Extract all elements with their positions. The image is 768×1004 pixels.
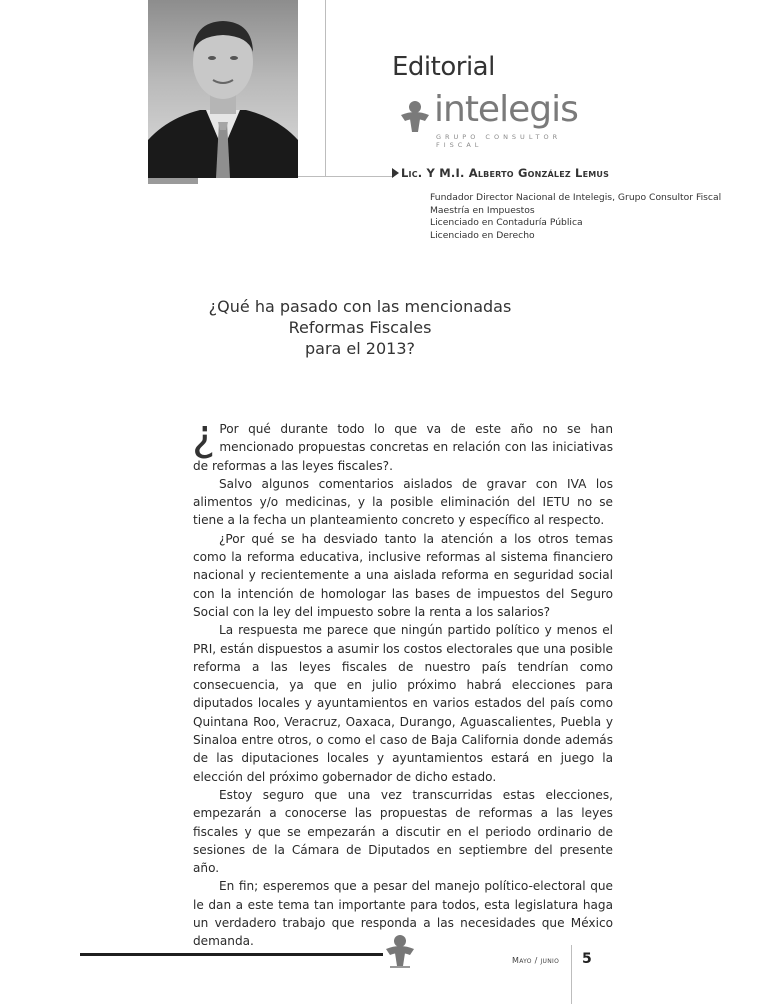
credential-item: Licenciado en Contaduría Pública — [430, 217, 583, 228]
intelegis-logo-icon — [398, 99, 432, 133]
arrow-right-icon — [392, 168, 399, 178]
paragraph: ¿Por qué se ha desviado tanto la atención a los otros temas como la reforma educativa, inclusive reformas al sistema financiero nacional y recientemente a una aislada reforma en seguridad social con la intención de homologar las bases de impuestos del Seguro Social con la ley del impuesto sobre la renta a los salarios? — [193, 531, 613, 619]
paragraph: Estoy seguro que una vez transcurridas estas elecciones, empezarán a conocerse las propuestas de reformas a las leyes fiscales y que se empezarán a discutir en el periodo ordinario de sesiones de la Cámara de Diputados en septiembre del presente año. — [193, 787, 613, 876]
paragraph — [192, 410, 613, 475]
footer-logo-icon — [384, 934, 416, 970]
author-name-line — [392, 166, 609, 180]
title-line: para el 2013? — [304, 339, 415, 358]
issue-date: Mayo / junio — [512, 956, 560, 965]
page-number: 5 — [582, 951, 592, 967]
footer-vertical-rule — [571, 945, 572, 1004]
paragraph-text: Por qué durante todo lo que va de este año no se han mencionado propuestas concretas en relación con las iniciativas de reformas a las leyes fiscales?. — [193, 422, 613, 473]
intelegis-logo — [398, 89, 610, 149]
credential-item: Licenciado en Derecho — [430, 229, 535, 241]
dropcap: ¿ — [192, 410, 216, 461]
author-photo — [148, 0, 298, 178]
author-name: Lic. Y M.I. Alberto González Lemus — [401, 166, 610, 180]
credential-item: Maestría en Impuestos — [430, 204, 535, 216]
paragraph: La respuesta me parece que ningún partido político y menos el PRI, están dispuestos a asumir los costos electorales que una posible reforma a las leyes fiscales de nuestro país tendrían como consecuencia, ya que en julio próximo habrá elecciones para diputados locales y ayuntamientos en varios estados del país como Quintana Roo, Veracruz, Oaxaca, Durango, Aguascalientes, Puebla y Sinaloa entre otros, o como el caso de Baja California donde además de las diputaciones locales y ayuntamientos estará en juego la elección del próximo gobernador de dicho estado. — [193, 623, 613, 784]
article-body — [192, 410, 613, 951]
author-credentials — [430, 192, 721, 242]
paragraph: En fin; esperemos que a pesar del manejo político-electoral que le dan a este tema tan importante para todos, esta legislatura haga un verdadero trabajo que responda a las necesidades que México demanda. — [193, 879, 613, 949]
logo-subtitle: GRUPO CONSULTOR FISCAL — [436, 133, 562, 149]
logo-wordmark: intelegis — [434, 89, 578, 130]
header-horizontal-rule — [298, 176, 394, 177]
credential-item: Fundador Director Nacional de Intelegis, Grupo Consultor Fiscal — [430, 192, 722, 203]
title-line: Reformas Fiscales — [288, 318, 432, 337]
author-photo-icon — [148, 0, 298, 178]
header-vertical-rule — [325, 0, 326, 176]
footer-rule — [80, 953, 383, 956]
section-title: Editorial — [392, 52, 495, 82]
paragraph: Salvo algunos comentarios aislados de gravar con IVA los alimentos y/o medicinas, y la posible eliminación del IETU no se tiene a la fecha un planteamiento concreto y específico al respecto. — [193, 476, 613, 528]
title-line: ¿Qué ha pasado con las mencionadas — [208, 297, 512, 316]
photo-accent-strip — [148, 178, 198, 184]
footer-logo — [384, 934, 416, 970]
article-title — [200, 296, 520, 359]
